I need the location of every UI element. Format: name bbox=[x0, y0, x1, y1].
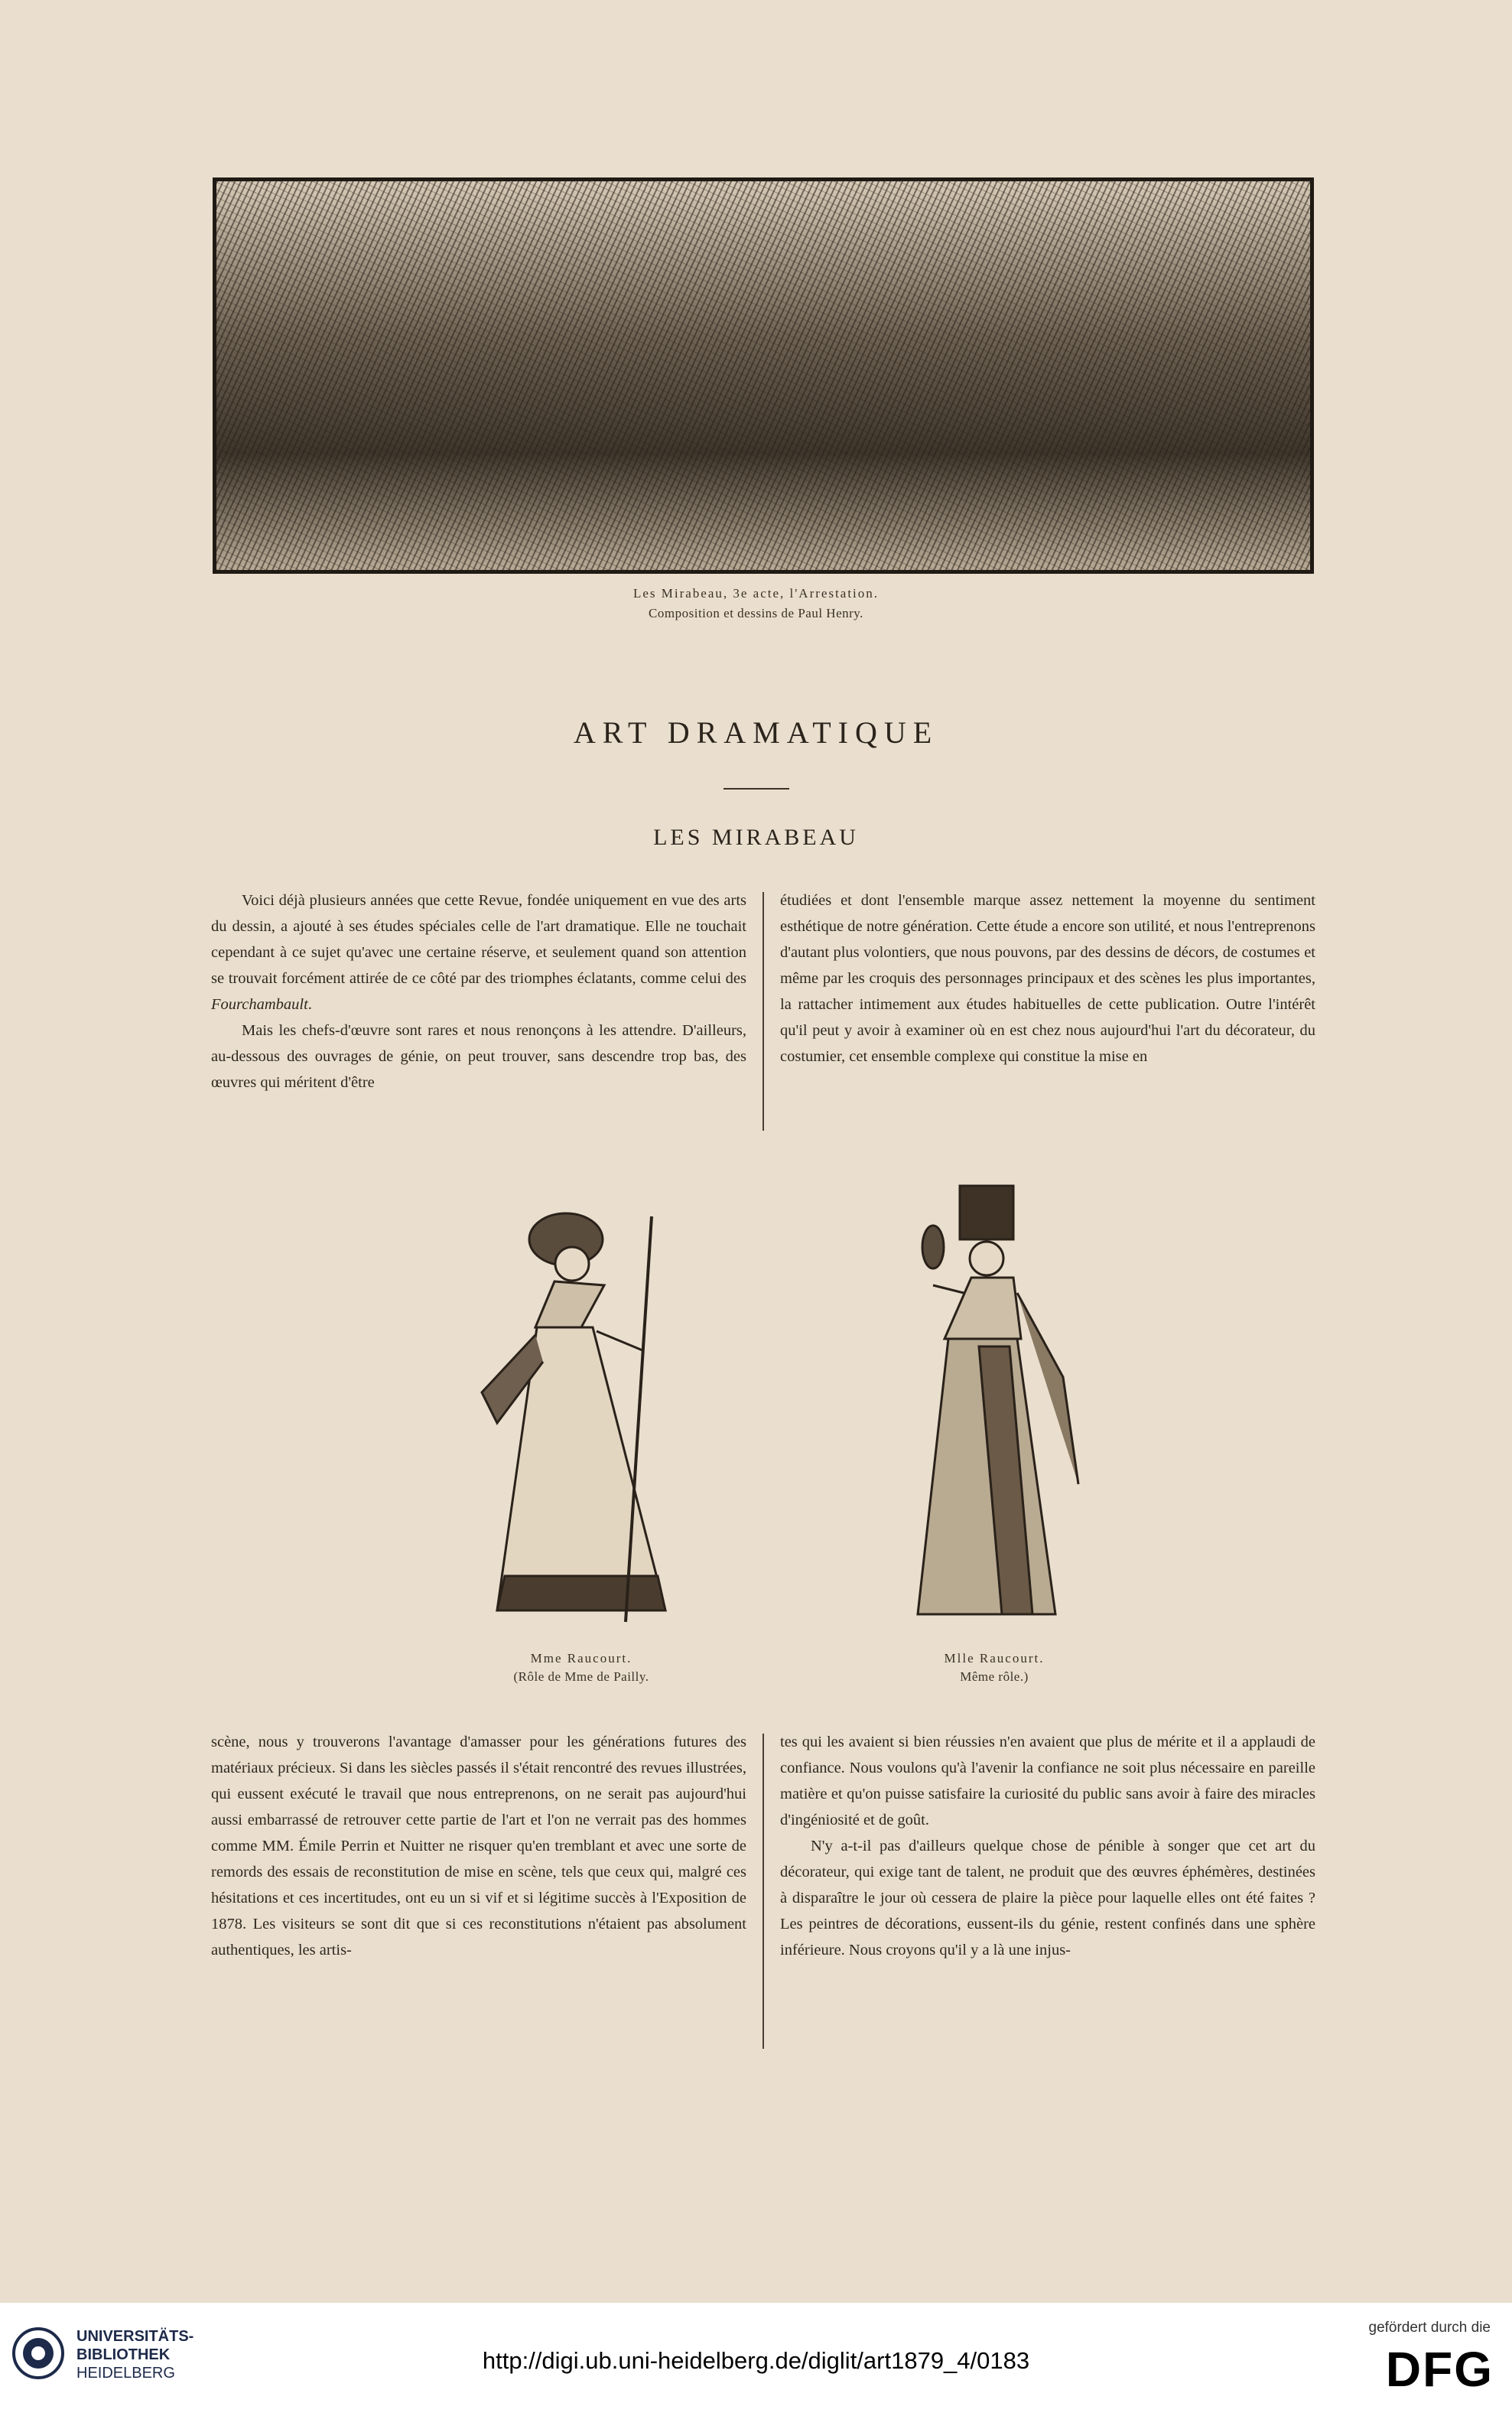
library-footer bbox=[0, 2303, 1512, 2416]
paragraph: étudiées et dont l'ensemble marque assez nettement la moyenne du sentiment esthétique de notre génération. Cette étude a encore son utilité, et nous l'entreprenons d'autant plus volontiers, que nous pouvons, par des dessins de décors, de costumes et même par les croquis des personnages principaux et des scènes les plus importantes, la rattacher intimement aux études habituelles de cette publication. Outre l'intérêt qu'il peut y avoir à examiner où en est chez nous aujourd'hui l'art du décorateur, du costumier, cet ensemble complexe qui constitue la mise en bbox=[780, 892, 1315, 1065]
caption-credit: Composition et dessins de Paul Henry. bbox=[649, 606, 863, 620]
arrest-scene-engraving bbox=[213, 177, 1314, 574]
top-illustration-caption bbox=[0, 586, 1512, 621]
caption-title: Les Mirabeau, 3e acte, l'Arrestation. bbox=[632, 586, 880, 601]
article-subtitle: LES MIRABEAU bbox=[653, 825, 859, 850]
left-figure-caption bbox=[428, 1651, 734, 1685]
document-url-link[interactable]: http://digi.ub.uni-heidelberg.de/diglit/art1879_4/0183 bbox=[482, 2347, 1030, 2374]
column-1-bottom bbox=[211, 1729, 746, 1963]
column-1-top bbox=[211, 887, 746, 1096]
title-divider bbox=[723, 788, 789, 790]
page-title: ART DRAMATIQUE bbox=[573, 715, 939, 750]
paragraph: Mais les chefs-d'œuvre sont rares et nous renonçons à les attendre. D'ailleurs, au-dessous des ouvrages de génie, on peut trouver, sans descendre trop bas, des œuvres qui méritent d'être bbox=[211, 1022, 746, 1091]
column-2-bottom bbox=[780, 1729, 1315, 1963]
paragraph: tes qui les avaient si bien réussies n'en avaient que plus de mérite et il a applaudi de confiance. Nous voulons qu'à l'avenir la confiance ne soit plus nécessaire en pareille matière et qu'on puisse satisfaire la curiosité du public sans avoir à faire des miracles d'ingéniosité et de goût. bbox=[780, 1734, 1315, 1828]
left-figure-name: Mme Raucourt. bbox=[530, 1651, 632, 1665]
funding-label: gefördert durch die bbox=[1368, 2320, 1491, 2336]
right-figure-name: Mlle Raucourt. bbox=[944, 1651, 1045, 1665]
right-figure-role: Même rôle.) bbox=[960, 1669, 1029, 1684]
column-divider-bottom bbox=[763, 1734, 764, 2049]
left-costume-figure bbox=[451, 1193, 704, 1637]
dfg-logo: DFG bbox=[1385, 2342, 1494, 2397]
paragraph: Voici déjà plusieurs années que cette Revue, fondée uniquement en vue des arts du dessin, a ajouté à ses études spéciales celle de l'art dramatique. Elle ne touchait cependant à ce sujet qu'avec une certaine réserve, et seulement quand son attention se trouvait forcément attirée de ce côté par des triomphes éclatants, comme celui des Fourchambault. bbox=[211, 892, 746, 1013]
column-divider-top bbox=[763, 892, 764, 1131]
left-figure-role: (Rôle de Mme de Pailly. bbox=[513, 1669, 649, 1684]
right-figure-caption bbox=[841, 1651, 1147, 1685]
right-costume-figure bbox=[887, 1163, 1117, 1637]
paragraph: scène, nous y trouverons l'avantage d'amasser pour les générations futures des matériaux précieux. Si dans les siècles passés il s'était rencontré des revues illustrées, qui eussent exécuté le travail que nous entreprenons, on ne serait pas aujourd'hui aussi embarrassé de retrouver cette partie de l'art et l'on ne verrait pas des hommes comme MM. Émile Perrin et Nuitter ne risquer qu'en tremblant et avec une sorte de remords des essais de reconstitution de mise en scène, tels que ceux qui, malgré ces hésitations et ces incertitudes, ont eu un si vif et si légitime succès à l'Exposition de 1878. Les visiteurs se sont dit que si ces reconstitutions n'étaient pas absolument authentiques, les artis- bbox=[211, 1734, 746, 1959]
university-library-name: UNIVERSITÄTS- BIBLIOTHEK HEIDELBERG bbox=[76, 2328, 194, 2382]
column-2-top bbox=[780, 887, 1315, 1070]
paragraph: N'y a-t-il pas d'ailleurs quelque chose de pénible à songer que cet art du décorateur, qui exige tant de talent, ne produit que des œuvres éphémères, destinées à disparaître le jour où cessera de plaire la pièce pour laquelle elles ont été faites ? Les peintres de décorations, eussent-ils du génie, restent confinés dans une sphère inférieure. Nous croyons qu'il y a là une injus- bbox=[780, 1838, 1315, 1959]
